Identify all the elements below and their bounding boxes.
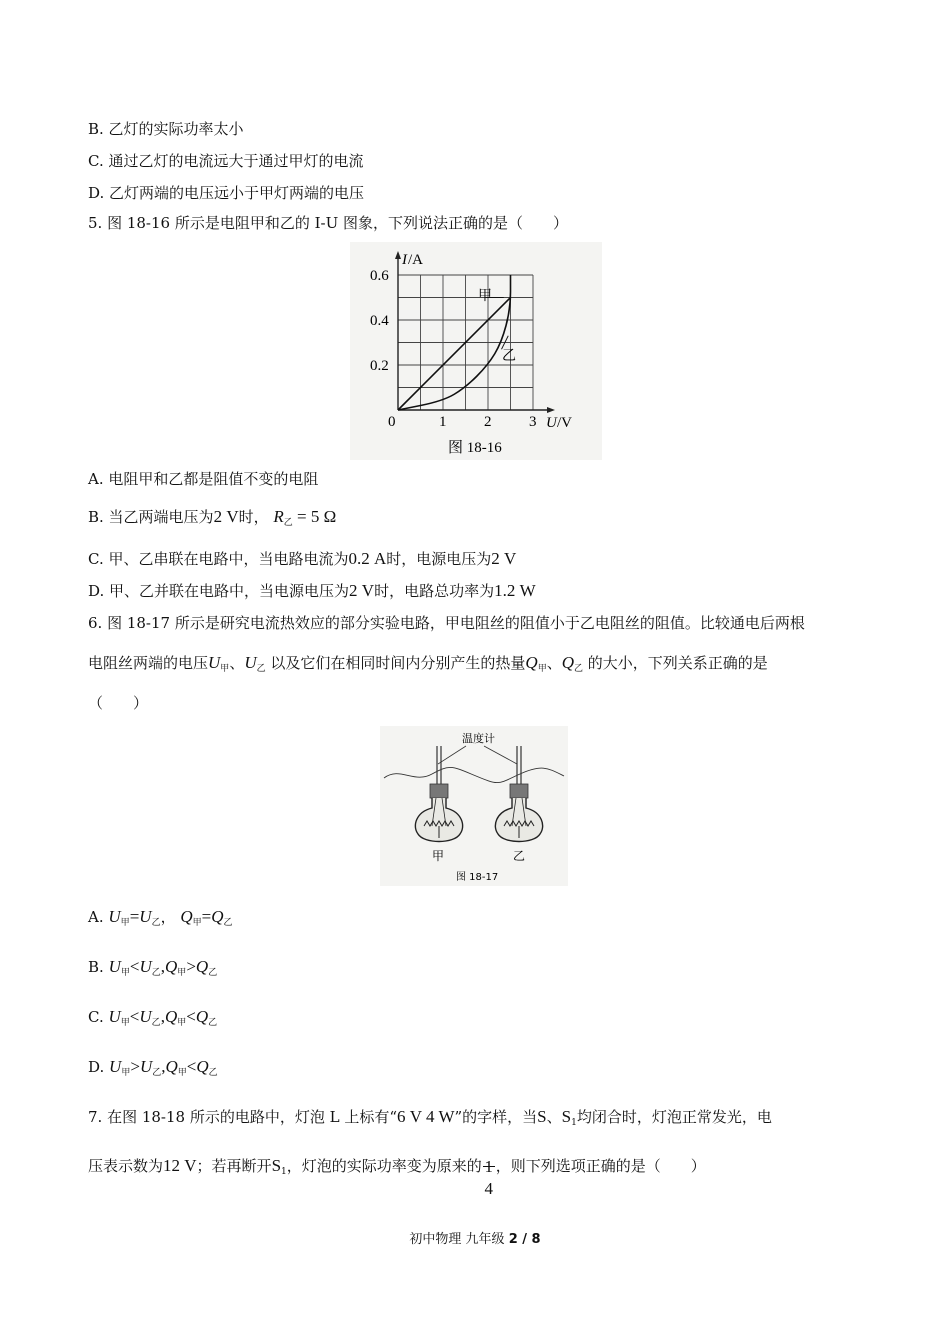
separator: , bbox=[161, 1057, 166, 1076]
q5-option-a: A. 电阻甲和乙都是阻值不变的电阻 bbox=[88, 470, 319, 488]
voltmeter-reading: 12 V bbox=[163, 1156, 197, 1175]
sub-yi: 乙 bbox=[223, 918, 233, 928]
var-u: U bbox=[244, 653, 257, 672]
figure-18-17 bbox=[380, 726, 568, 886]
sub-yi: 乙 bbox=[208, 1068, 218, 1078]
sub-jia: 甲 bbox=[177, 968, 187, 978]
page-number: 2 / 8 bbox=[508, 1232, 541, 1247]
footer-text: 初中物理 九年级 bbox=[409, 1232, 509, 1247]
var-q: Q bbox=[164, 1007, 178, 1026]
q5-option-d-mid: 时，电路总功率为 bbox=[374, 582, 495, 600]
sub-jia: 甲 bbox=[537, 664, 547, 674]
x-tick-label: 3 bbox=[529, 414, 537, 430]
flask-yi bbox=[495, 746, 542, 842]
switch-s1: S bbox=[561, 1107, 572, 1126]
sub-yi: 乙 bbox=[256, 664, 266, 674]
q6-option-c bbox=[88, 1006, 217, 1034]
switch-s1: S bbox=[271, 1156, 282, 1175]
page-footer bbox=[0, 1228, 950, 1247]
relation-lt: < bbox=[186, 1007, 196, 1026]
q6-option-b bbox=[88, 956, 217, 984]
q6-stem-line3: （ ） bbox=[88, 694, 149, 712]
q5-option-c bbox=[88, 548, 516, 570]
switch-s1-sub: 1 bbox=[281, 1167, 287, 1177]
sub-yi: 乙 bbox=[152, 1068, 162, 1078]
x-tick-label: 2 bbox=[484, 414, 492, 430]
switch-s: S bbox=[537, 1107, 547, 1126]
x-tick-label: 1 bbox=[439, 414, 447, 430]
comma: 、 bbox=[546, 1108, 562, 1126]
q5-option-b-pre: B. 当乙两端电压为 bbox=[88, 508, 214, 526]
fraction-one-quarter bbox=[482, 1145, 496, 1198]
q7-line2-mid: ；若再断开 bbox=[196, 1157, 272, 1175]
q7-line2-mid2: ，灯泡的实际功率变为原来的 bbox=[286, 1157, 482, 1175]
var-q: Q bbox=[525, 653, 538, 672]
var-q: Q bbox=[196, 1057, 209, 1076]
sub-jia: 甲 bbox=[121, 1068, 131, 1078]
fraction-denominator: 4 bbox=[484, 1179, 494, 1198]
x-axis-label-unit: /V bbox=[557, 415, 572, 431]
var-u: U bbox=[139, 907, 152, 926]
thermometer-label: 温度计 bbox=[462, 732, 495, 745]
option-label: D. bbox=[88, 1058, 105, 1076]
q6-stem2-mid: 以及它们在相同时间内分别产生的热量 bbox=[265, 654, 526, 672]
q5-option-b-mid: 时， bbox=[238, 508, 269, 526]
q5-option-d bbox=[88, 580, 536, 602]
q4-option-c: C. 通过乙灯的电流远大于通过甲灯的电流 bbox=[88, 152, 364, 170]
q5-option-d-voltage: 2 V bbox=[349, 581, 375, 600]
q6-stem-line2 bbox=[88, 652, 768, 680]
series-label-yi: 乙 bbox=[502, 349, 516, 364]
q5-option-c-current: 0.2 A bbox=[348, 549, 387, 568]
q7-line2-post: ，则下列选项正确的是（ ） bbox=[495, 1157, 706, 1175]
sub-yi: 乙 bbox=[574, 664, 584, 674]
series-jia-line bbox=[398, 298, 511, 411]
q7-stem-line1 bbox=[88, 1106, 772, 1134]
sub-jia: 甲 bbox=[177, 1068, 187, 1078]
figure-18-16 bbox=[350, 242, 602, 460]
iu-graph bbox=[350, 242, 602, 460]
var-q: Q bbox=[195, 1007, 209, 1026]
q6-stem-line1: 6. 图 18-17 所示是研究电流热效应的部分实验电路，甲电阻丝的阻值小于乙电阻丝的阻值。比较通电后两根 bbox=[88, 614, 805, 632]
q5-option-b-r-sub: 乙 bbox=[283, 518, 293, 528]
sub-jia: 甲 bbox=[192, 918, 202, 928]
q5-option-b-eq: = 5 Ω bbox=[292, 507, 337, 526]
var-q: Q bbox=[180, 907, 193, 926]
var-u: U bbox=[108, 1007, 121, 1026]
q7-line1-mid: ”的字样，当 bbox=[454, 1108, 538, 1126]
x-axis-arrow-icon bbox=[547, 407, 555, 413]
separator: , bbox=[160, 957, 166, 976]
var-q: Q bbox=[561, 653, 574, 672]
comma: 、 bbox=[229, 654, 245, 672]
q7-line2-pre: 压表示数为 bbox=[88, 1157, 164, 1175]
fraction-numerator: 1 bbox=[484, 1157, 494, 1176]
q5-option-c-mid: 时，电源电压为 bbox=[386, 550, 492, 568]
relation-lt: < bbox=[129, 957, 140, 976]
sub-jia: 甲 bbox=[177, 1018, 187, 1028]
option-label: A. bbox=[88, 908, 104, 926]
label-pointer-left bbox=[438, 746, 466, 764]
q7-line1-pre: 7. 在图 18-18 所示的电路中，灯泡 L 上标有“ bbox=[88, 1108, 398, 1126]
var-u: U bbox=[139, 1007, 152, 1026]
relation-gt: > bbox=[130, 1057, 140, 1076]
var-u: U bbox=[108, 957, 121, 976]
q5-option-d-power: 1.2 W bbox=[494, 581, 536, 600]
var-u: U bbox=[139, 1057, 153, 1076]
q6-option-d bbox=[88, 1056, 218, 1084]
q7-line1-post: 均闭合时，灯泡正常发光，电 bbox=[576, 1108, 772, 1126]
var-u: U bbox=[109, 1057, 122, 1076]
q7-stem-line2 bbox=[88, 1144, 706, 1198]
x-axis-label-var: U bbox=[546, 415, 557, 431]
var-q: Q bbox=[165, 1057, 178, 1076]
flask-label-jia: 甲 bbox=[432, 849, 445, 863]
var-q: Q bbox=[165, 957, 178, 976]
stopper-yi bbox=[510, 784, 528, 798]
figure-caption: 图 18-16 bbox=[448, 440, 502, 456]
comma: 、 bbox=[546, 654, 562, 672]
q5-option-b-r: R bbox=[273, 507, 284, 526]
sub-jia: 甲 bbox=[120, 918, 130, 928]
q5-stem: 5. 图 18-16 所示是电阻甲和乙的 I-U 图象，下列说法正确的是（ ） bbox=[88, 214, 569, 232]
q6-stem2-pre: 电阻丝两端的电压 bbox=[88, 654, 209, 672]
relation-gt: > bbox=[186, 957, 196, 976]
q5-option-b-voltage: 2 V bbox=[213, 507, 239, 526]
series-label-jia: 甲 bbox=[478, 289, 492, 304]
var-q: Q bbox=[211, 907, 224, 926]
separator: , bbox=[160, 1007, 165, 1026]
y-axis-label-unit: /A bbox=[408, 252, 423, 268]
switch-s1-sub: 1 bbox=[571, 1118, 577, 1128]
separator: ， bbox=[160, 908, 176, 926]
stopper-jia bbox=[430, 784, 448, 798]
q6-stem2-post: 的大小，下列关系正确的是 bbox=[583, 654, 768, 672]
heating-apparatus bbox=[380, 726, 568, 886]
connecting-wire bbox=[384, 767, 564, 782]
q4-option-d: D. 乙灯两端的电压远小于甲灯两端的电压 bbox=[88, 184, 365, 202]
sub-jia: 甲 bbox=[220, 664, 230, 674]
q5-option-c-voltage: 2 V bbox=[491, 549, 517, 568]
y-tick-label: 0.6 bbox=[370, 268, 389, 284]
sub-jia: 甲 bbox=[120, 968, 130, 978]
relation-lt: < bbox=[129, 1007, 140, 1026]
relation-eq: = bbox=[129, 907, 140, 926]
label-pointer-right bbox=[484, 746, 517, 764]
option-label: B. bbox=[88, 958, 104, 976]
q4-option-b: B. 乙灯的实际功率太小 bbox=[88, 120, 244, 138]
var-u: U bbox=[208, 653, 221, 672]
y-axis-arrow-icon bbox=[395, 251, 401, 259]
y-tick-label: 0.2 bbox=[370, 358, 389, 374]
sub-yi: 乙 bbox=[151, 968, 161, 978]
flask-label-yi: 乙 bbox=[513, 849, 526, 863]
relation-eq: = bbox=[201, 907, 212, 926]
sub-yi: 乙 bbox=[151, 1018, 161, 1028]
q5-option-d-pre: D. 甲、乙并联在电路中，当电源电压为 bbox=[88, 582, 350, 600]
sub-jia: 甲 bbox=[120, 1018, 130, 1028]
q5-option-b bbox=[88, 506, 336, 534]
sub-yi: 乙 bbox=[208, 968, 218, 978]
y-tick-label: 0.4 bbox=[370, 313, 389, 329]
var-q: Q bbox=[195, 957, 209, 976]
sub-yi: 乙 bbox=[151, 918, 161, 928]
y-axis-label-var: I bbox=[402, 252, 407, 268]
origin-label: 0 bbox=[388, 414, 396, 430]
flask-jia bbox=[415, 746, 462, 842]
option-label: C. bbox=[88, 1008, 104, 1026]
sub-yi: 乙 bbox=[208, 1018, 218, 1028]
lamp-rating: 6 V 4 W bbox=[397, 1107, 455, 1126]
q5-option-c-pre: C. 甲、乙串联在电路中，当电路电流为 bbox=[88, 550, 349, 568]
var-u: U bbox=[139, 957, 152, 976]
var-u: U bbox=[108, 907, 121, 926]
figure-caption: 图 18-17 bbox=[456, 872, 499, 883]
q6-option-a bbox=[88, 906, 233, 934]
relation-lt: < bbox=[186, 1057, 197, 1076]
